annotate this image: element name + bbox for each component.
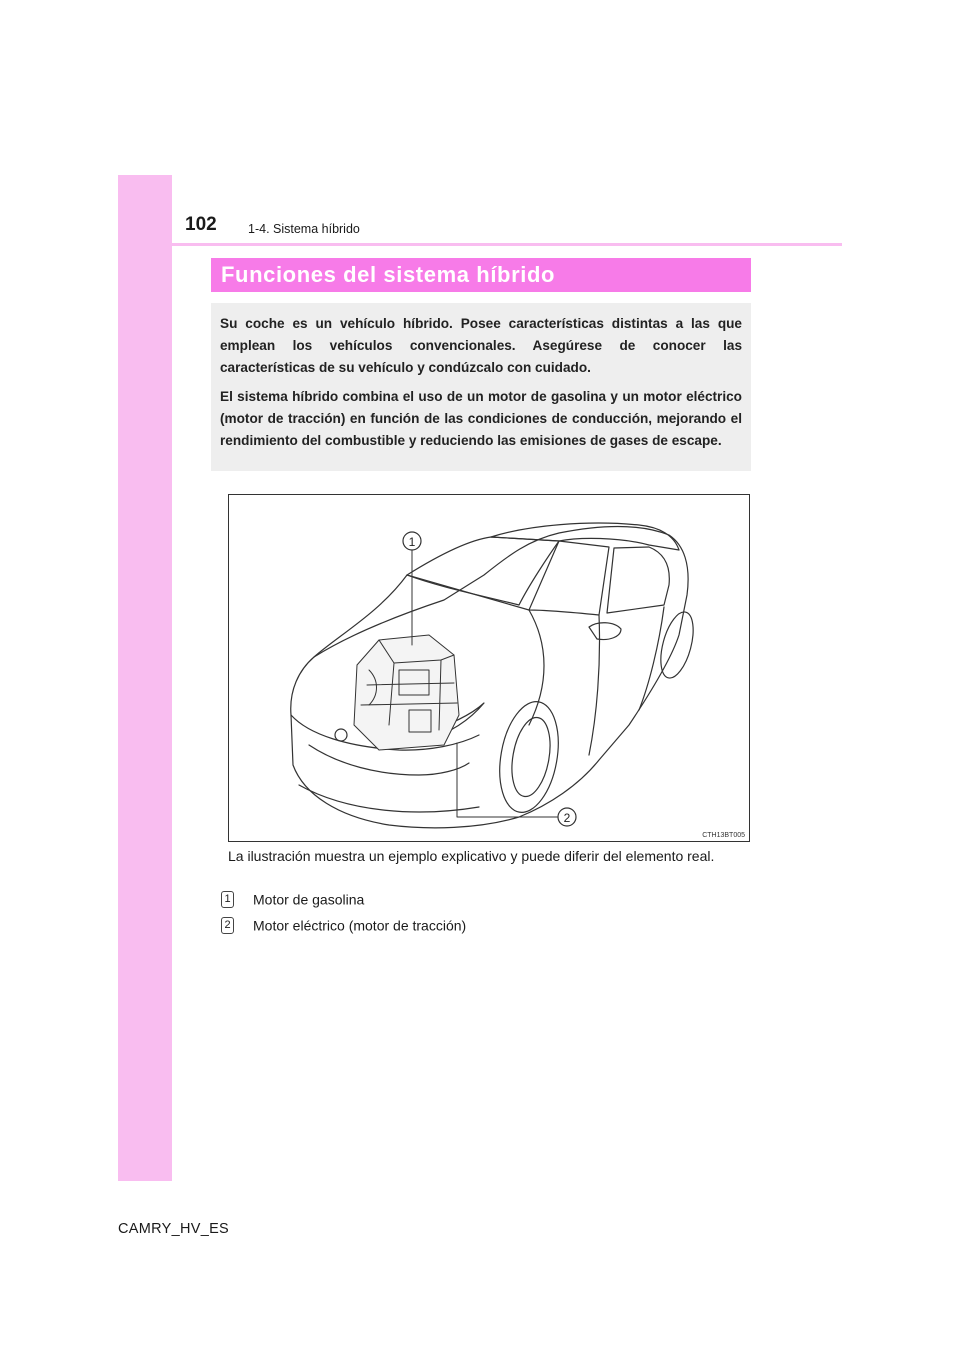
footer-code: CAMRY_HV_ES bbox=[118, 1221, 230, 1237]
page-number: 102 bbox=[185, 214, 217, 235]
callout-2-label: 2 bbox=[563, 811, 571, 825]
emblem bbox=[335, 729, 347, 741]
engine-block bbox=[354, 635, 459, 750]
legend-item-2 bbox=[221, 916, 466, 934]
figure-caption: La ilustración muestra un ejemplo explicativo y puede diferir del elemento real. bbox=[228, 848, 715, 864]
figure-code: CTH13BT005 bbox=[702, 832, 745, 839]
rear-wheel bbox=[655, 609, 700, 682]
intro-paragraph-2: El sistema híbrido combina el uso de un motor de gasolina y un motor eléctrico (motor de tracción) en función de las condiciones de conducción, mejorando el rendimiento del combustible y reduciendo las emisiones de gases de escape. bbox=[220, 389, 742, 448]
side-window-rear bbox=[607, 547, 669, 613]
legend-text-2: Motor eléctrico (motor de tracción) bbox=[253, 917, 467, 934]
section-title: 1-4. Sistema híbrido bbox=[248, 222, 360, 236]
car-drawing bbox=[229, 495, 749, 841]
callout-1-label: 1 bbox=[408, 535, 416, 549]
car-body-outline bbox=[291, 527, 688, 828]
legend-number-2: 2 bbox=[221, 917, 234, 934]
side-tab bbox=[118, 175, 172, 1181]
legend-number-1: 1 bbox=[221, 891, 234, 908]
side-window-front bbox=[529, 541, 609, 615]
legend-text-1: Motor de gasolina bbox=[253, 891, 365, 908]
intro-box bbox=[211, 303, 751, 471]
roof bbox=[491, 523, 679, 550]
page-title: Funciones del sistema híbrido bbox=[211, 258, 751, 292]
side-mirror bbox=[589, 623, 621, 640]
legend-item-1 bbox=[221, 890, 364, 908]
hybrid-car-illustration bbox=[228, 494, 750, 842]
intro-paragraph-1: Su coche es un vehículo híbrido. Posee características distintas a las que emplean los vehículos convencionales. Asegúrese de conocer las características de su vehículo y condúzcalo con cuidado. bbox=[220, 316, 742, 375]
header-rule bbox=[118, 243, 842, 246]
